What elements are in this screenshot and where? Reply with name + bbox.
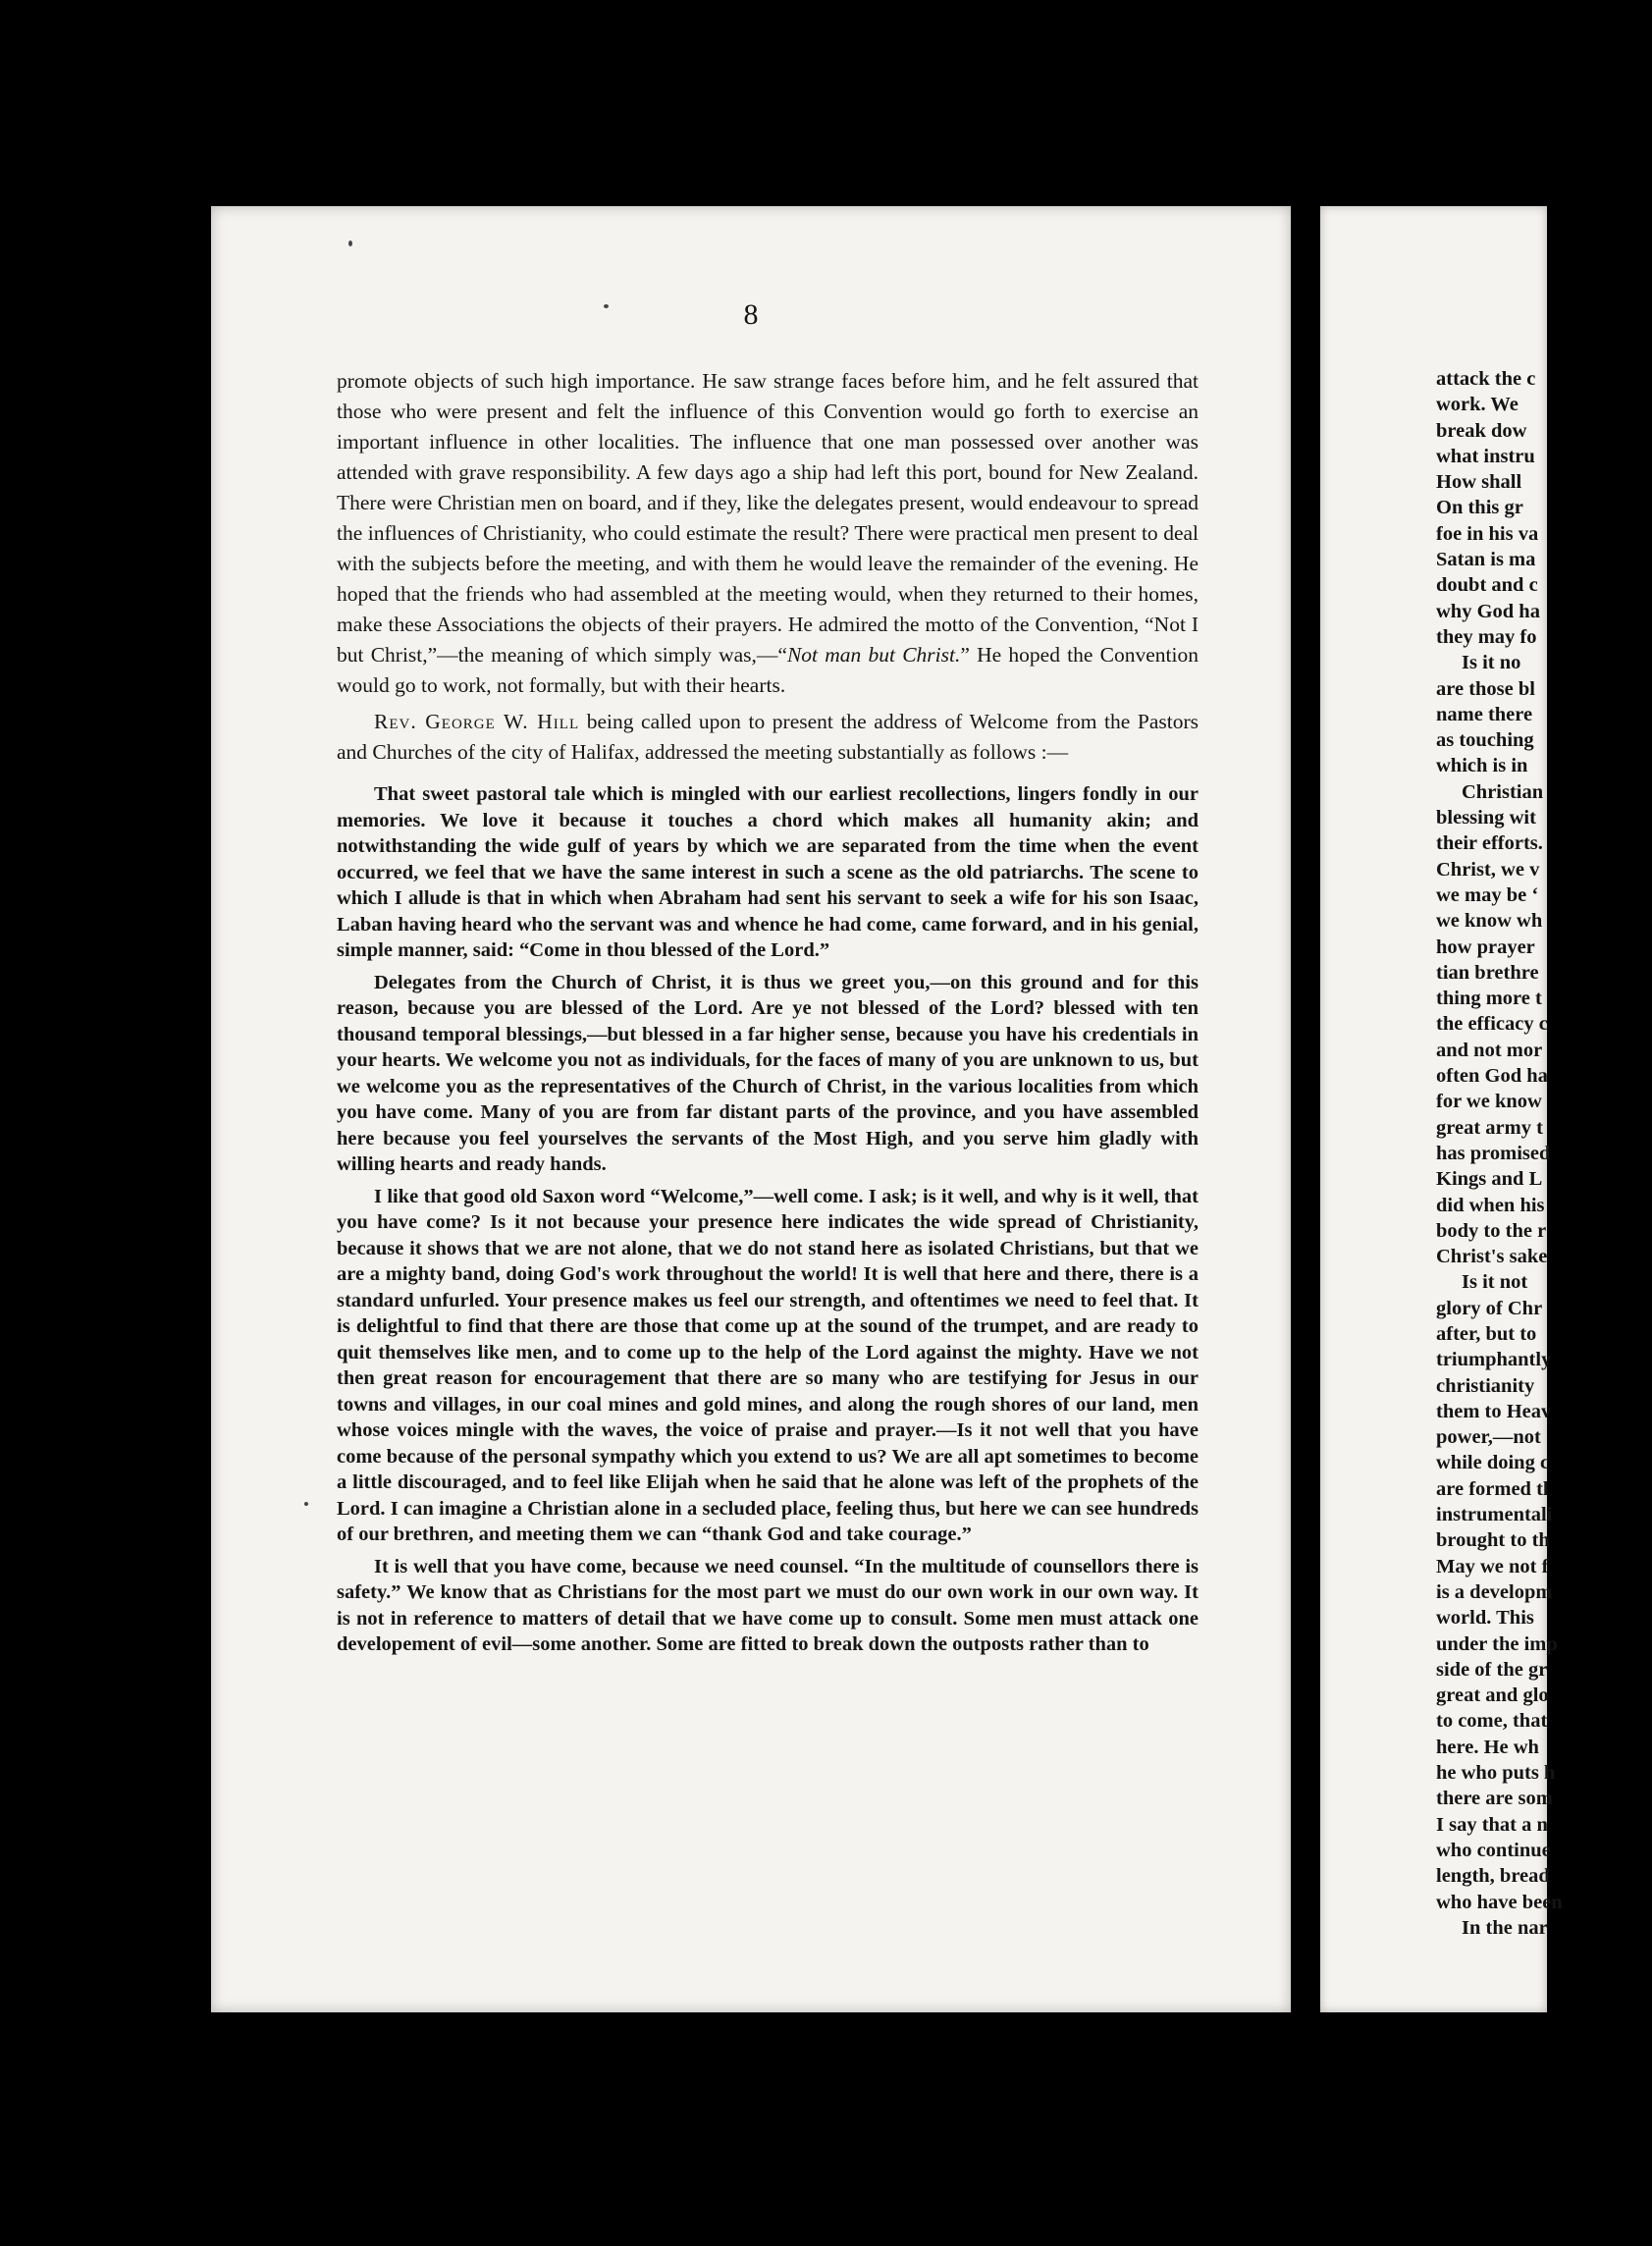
right-page-line: christianity bbox=[1436, 1374, 1535, 1397]
speaker-name: Rev. George W. Hill bbox=[374, 710, 580, 733]
right-page-line: did when his bbox=[1436, 1194, 1545, 1216]
right-page-line: who continue bbox=[1436, 1839, 1551, 1861]
page-body bbox=[337, 366, 1199, 1664]
speaker-paragraph bbox=[337, 707, 1199, 768]
ink-speck bbox=[604, 304, 609, 308]
right-page-line: which is in bbox=[1436, 755, 1528, 777]
right-page-line: thing more t bbox=[1436, 988, 1542, 1010]
speaker-intro: being called upon to present the address of Welcome from the Pastors and Churches of the city of Halifax, addressed the meeting substantially as follows :— bbox=[337, 710, 1199, 764]
right-page-line: attack the c bbox=[1436, 368, 1536, 390]
right-page-line: the efficacy c bbox=[1436, 1013, 1548, 1036]
right-page-line: Christ, we v bbox=[1436, 858, 1540, 881]
address-text bbox=[337, 781, 1199, 1658]
right-page-line: they may fo bbox=[1436, 625, 1537, 648]
right-page-line: after, but to bbox=[1436, 1322, 1537, 1345]
ink-speck bbox=[348, 241, 352, 246]
right-page-line: there are som bbox=[1436, 1788, 1553, 1810]
address-paragraph: It is well that you have come, because we need counsel. “In the multitude of counsellors there is safety.” We know that as Christians for the most part we must do our own work in our own way. It is not in reference to matters of detail that we have come up to consult. Some men must attack one developement of evil—some another. Some are fitted to break down the outposts rather than to bbox=[337, 1555, 1199, 1655]
right-page-line: Christian bbox=[1462, 780, 1544, 803]
right-page-line: instrumentali bbox=[1436, 1504, 1553, 1526]
right-page-line: are those bl bbox=[1436, 677, 1535, 700]
ink-speck bbox=[304, 1502, 308, 1506]
right-page-line: and not mor bbox=[1436, 1039, 1543, 1061]
intro-end-text: ” He hoped the Convention would go to work, not formally, but with their hearts. bbox=[337, 643, 1199, 697]
right-page-line: Christ's sake bbox=[1436, 1246, 1548, 1268]
right-page-line: while doing c bbox=[1436, 1452, 1550, 1474]
right-page-line: On this gr bbox=[1436, 497, 1523, 519]
right-page-line: body to the r bbox=[1436, 1219, 1547, 1242]
right-page-line: foe in his va bbox=[1436, 522, 1539, 545]
right-page-line: Kings and L bbox=[1436, 1168, 1543, 1191]
right-page-line: who have been bbox=[1436, 1891, 1563, 1913]
page-number: 8 bbox=[743, 298, 759, 331]
right-page-line: world. This bbox=[1436, 1607, 1534, 1630]
right-page-line: brought to th bbox=[1436, 1529, 1550, 1552]
right-page-line: as touching bbox=[1436, 729, 1534, 752]
right-page-line: side of the gr bbox=[1436, 1658, 1548, 1681]
address-paragraph: That sweet pastoral tale which is mingled with our earliest recollections, lingers fondly in our memories. We love it because it touches a chord which makes all humanity akin; and notwithstanding the wide gulf of years by which we are separated from the time when the event occurred, we feel that we have the same interest in such a scene as the old patriarchs. The scene to which I allude is that in which when Abraham had sent his servant to seek a wife for his son Isaac, Laban having heard who the servant was and whence he had come, came forward, and in his genial, simple manner, said: “Come in thou blessed of the Lord.” bbox=[337, 783, 1199, 961]
right-page bbox=[1320, 206, 1563, 2012]
intro-text: promote objects of such high importance. He saw strange faces before him, and he felt assured that those who were present and felt the influence of this Convention would go forth to exercise an important influence in other localities. The influence that one man possessed over another was attended with grave responsibility. A few days ago a ship had left this port, bound for New Zealand. There were Christian men on board, and if they, like the delegates present, would endeavour to spread the influences of Christianity, who could estimate the result? There were practical men present to deal with the subjects before the meeting, and with them he would leave the remainder of the evening. He hoped that the friends who had assembled at the meeting would, when they returned to their homes, make these Associations the objects of their prayers. He admired the motto of the Convention, “Not I but Christ,”—the meaning of which simply was,—“ bbox=[337, 369, 1199, 667]
right-page-line: their efforts. bbox=[1436, 832, 1543, 855]
right-page-line: often God ha bbox=[1436, 1065, 1548, 1088]
left-page bbox=[211, 206, 1291, 2012]
right-page-line: why God ha bbox=[1436, 600, 1540, 622]
right-page-line: tian brethre bbox=[1436, 961, 1539, 984]
right-page-line: glory of Chr bbox=[1436, 1297, 1543, 1319]
right-page-line: to come, that bbox=[1436, 1710, 1548, 1733]
address-paragraph: Delegates from the Church of Christ, it is thus we greet you,—on this ground and for this reason, because you are blessed of the Lord. Are ye not blessed of the Lord? blessed with ten thousand temporal blessings,—but blessed in a far higher sense, because you have his credentials in your hearts. We welcome you not as individuals, for the faces of many of you are unknown to us, but we welcome you as the representatives of the Church of Christ, in the various localities from which you have come. Many of you are from far distant parts of the province, and you have assembled here because you feel yourselves the servants of the Most High, and you serve him gladly with willing hearts and ready hands. bbox=[337, 971, 1199, 1175]
right-page-line: In the nar bbox=[1462, 1916, 1548, 1939]
right-page-text bbox=[1436, 366, 1652, 1941]
right-page-line: he who puts h bbox=[1436, 1762, 1556, 1785]
right-page-line: triumphantly bbox=[1436, 1349, 1552, 1371]
right-page-line: great and glo bbox=[1436, 1684, 1549, 1707]
right-page-line: here. He wh bbox=[1436, 1736, 1539, 1758]
right-page-line: we know wh bbox=[1436, 910, 1543, 933]
right-page-line: power,—not bbox=[1436, 1426, 1541, 1449]
right-page-line: how prayer bbox=[1436, 936, 1535, 958]
right-page-line: we may be ‘ bbox=[1436, 883, 1539, 906]
right-page-line: work. We bbox=[1436, 394, 1519, 416]
right-page-line: name there bbox=[1436, 703, 1533, 725]
right-page-line: what instru bbox=[1436, 445, 1535, 467]
right-page-line: them to Heav bbox=[1436, 1400, 1552, 1422]
right-page-line: Is it not bbox=[1462, 1271, 1528, 1294]
intro-italic-phrase: Not man but Christ. bbox=[786, 643, 961, 667]
right-page-line: for we know bbox=[1436, 1091, 1542, 1113]
right-page-line: great army t bbox=[1436, 1116, 1543, 1139]
intro-paragraph bbox=[337, 366, 1199, 701]
right-page-line: Is it no bbox=[1462, 652, 1521, 674]
right-page-line: are formed tl bbox=[1436, 1477, 1549, 1500]
right-page-line: under the imp bbox=[1436, 1632, 1558, 1655]
right-page-line: blessing wit bbox=[1436, 807, 1536, 829]
right-page-line: break dow bbox=[1436, 419, 1527, 442]
address-paragraph: I like that good old Saxon word “Welcome,”—well come. I ask; is it well, and why is it well, that you have come? Is it not because your presence here indicates the wide spread of Christianity, because it shows that we are not alone, that we do not stand here as isolated Christians, but that we are a mighty band, doing God's work throughout the world! It is well that here and there, there is a standard unfurled. Your presence makes us feel our strength, and oftentimes we need to feel that. It is delightful to find that there are those that come up at the sound of the trumpet, and are ready to quit themselves like men, and to come up to the help of the Lord against the mighty. Have we not then great reason for encouragement that there are so many who are testifying for Jesus in our towns and villages, in our coal mines and gold mines, and along the rough shores of our land, men whose voices mingle with the waves, the voice of praise and prayer.—Is it not well that you have come because of the personal sympathy which you extend to us? We are all apt sometimes to become a little discouraged, and to feel like Elijah when he said that he alone was left of the prophets of the Lord. I can imagine a Christian alone in a secluded place, feeling thus, but here we can see hundreds of our brethren, and meeting them we can “thank God and take courage.” bbox=[337, 1185, 1199, 1545]
right-page-line: May we not f bbox=[1436, 1555, 1549, 1578]
right-page-line: I say that a n bbox=[1436, 1813, 1548, 1836]
right-page-line: doubt and c bbox=[1436, 574, 1538, 597]
right-page-line: has promised bbox=[1436, 1142, 1551, 1164]
right-page-line: How shall bbox=[1436, 471, 1522, 494]
right-page-line: Satan is ma bbox=[1436, 549, 1536, 571]
right-page-line: is a developm bbox=[1436, 1580, 1553, 1603]
right-page-line: length, bread bbox=[1436, 1865, 1550, 1888]
